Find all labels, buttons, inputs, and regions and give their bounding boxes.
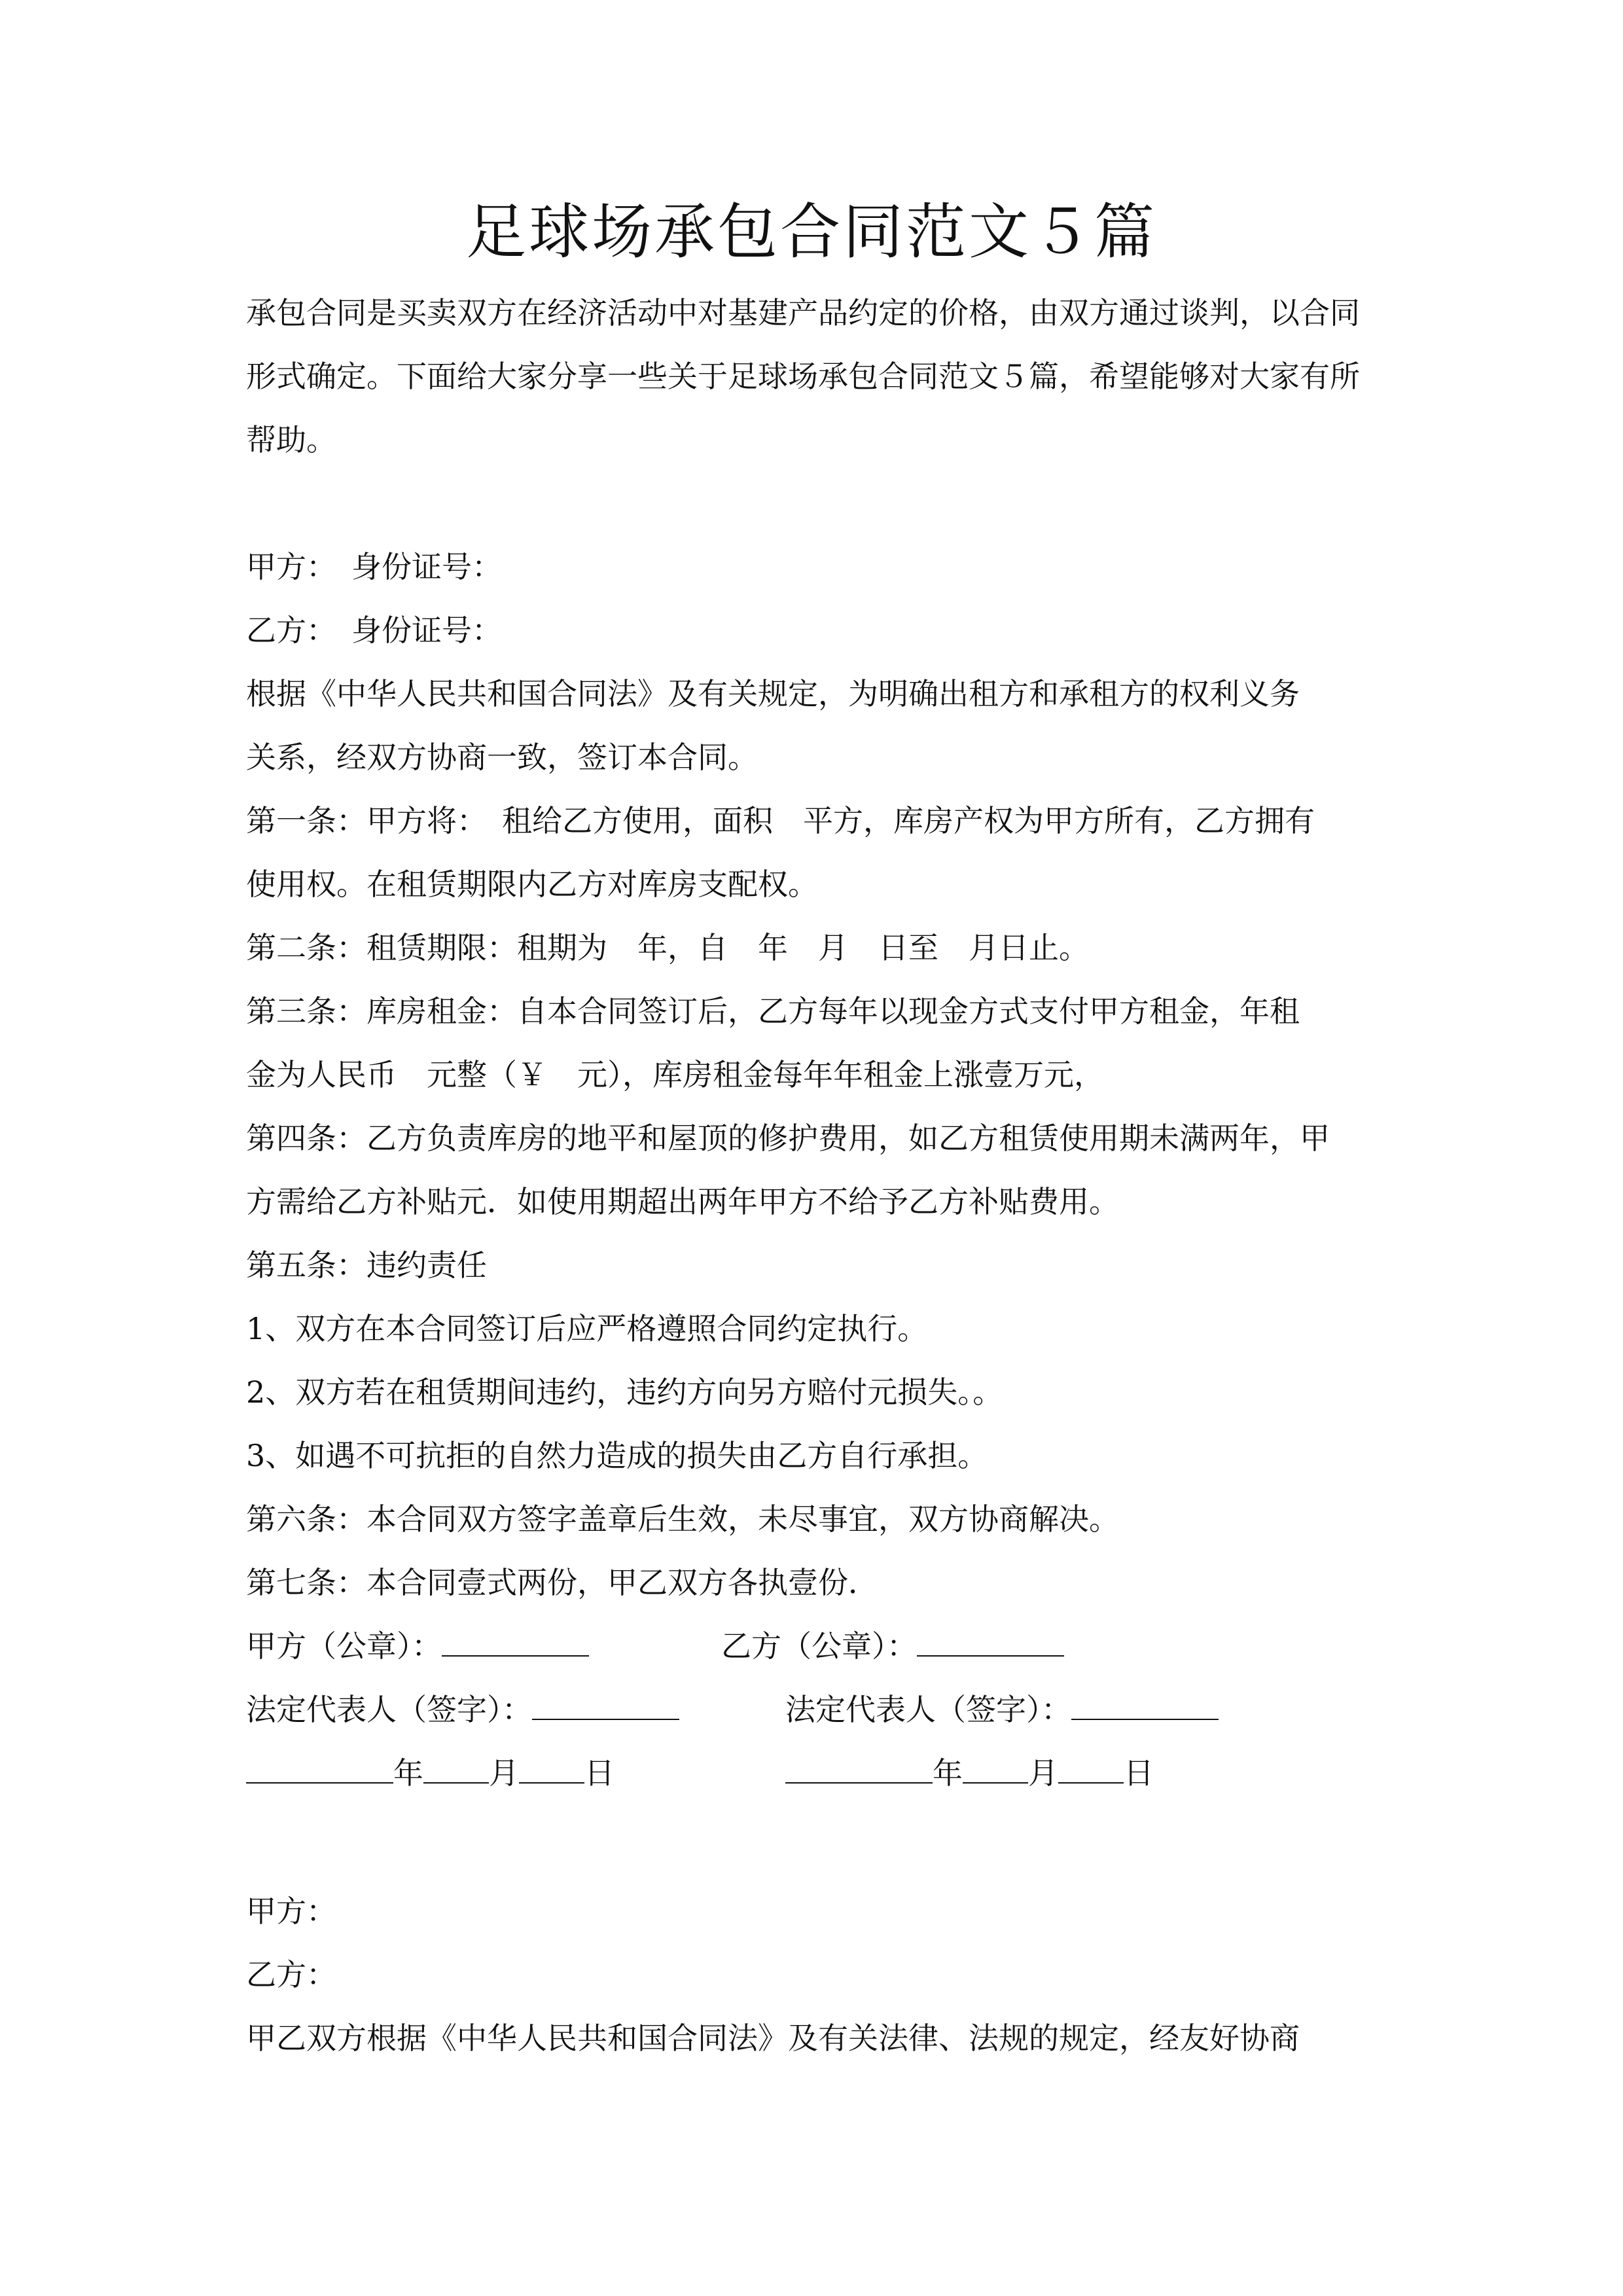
date-year-label: 年 xyxy=(393,1755,423,1791)
party-b-rep xyxy=(785,1678,1219,1742)
party-b-seal xyxy=(721,1615,1064,1678)
article-3-line-1: 第三条：库房租金：自本合同签订后，乙方每年以现金方式支付甲方租金，年租 xyxy=(246,994,1300,1029)
article-4-line-2: 方需给乙方补贴元．如使用期超出两年甲方不给予乙方补贴费用。 xyxy=(246,1184,1119,1219)
article-5-item-3: 3、如遇不可抗拒的自然力造成的损失由乙方自行承担。 xyxy=(246,1438,988,1473)
date-year-label: 年 xyxy=(933,1755,963,1791)
section2-party-a: 甲方： xyxy=(246,1893,336,1929)
party-a-date xyxy=(246,1742,615,1805)
date-day-label: 日 xyxy=(584,1755,615,1791)
article-5-item-1: 1、双方在本合同签订后应严格遵照合同约定执行。 xyxy=(246,1311,928,1346)
party-a-rep xyxy=(246,1678,679,1742)
article-1-line-1: 第一条：甲方将： 租给乙方使用，面积 平方，库房产权为甲方所有，乙方拥有 xyxy=(246,803,1315,838)
party-a-seal-blank xyxy=(442,1629,589,1657)
article-7-line: 第七条：本合同壹式两份，甲乙双方各执壹份． xyxy=(246,1565,878,1600)
date-day-blank xyxy=(1058,1756,1124,1784)
intro-paragraph: 承包合同是买卖双方在经济活动中对基建产品约定的价格，由双方通过谈判，以合同形式确定。下面给大家分享一些关于足球场承包合同范文５篇，希望能够对大家有所帮助。 xyxy=(246,295,1360,457)
party-b-seal-blank xyxy=(917,1629,1064,1657)
party-b-seal-label: 乙方（公章）： xyxy=(721,1628,917,1664)
article-2-line: 第二条：租赁期限：租期为 年，自 年 月 日至 月日止。 xyxy=(246,930,1089,965)
party-b-line: 乙方： 身份证号： xyxy=(246,613,502,648)
party-b-date xyxy=(785,1742,1154,1805)
date-year-blank xyxy=(246,1756,393,1784)
basis-line-2: 关系，经双方协商一致，签订本合同。 xyxy=(246,740,758,775)
date-month-label: 月 xyxy=(489,1755,519,1791)
article-3-line-2: 金为人民币 元整（￥ 元），库房租金每年年租金上涨壹万元， xyxy=(246,1057,1104,1092)
date-month-blank xyxy=(423,1756,489,1784)
date-day-label: 日 xyxy=(1124,1755,1154,1791)
party-a-seal xyxy=(246,1615,589,1678)
article-5-heading: 第五条：违约责任 xyxy=(246,1247,487,1283)
date-day-blank xyxy=(519,1756,584,1784)
party-b-rep-label: 法定代表人（签字）： xyxy=(785,1692,1071,1727)
party-a-seal-label: 甲方（公章）： xyxy=(246,1628,442,1664)
party-b-rep-blank xyxy=(1071,1693,1219,1720)
article-5-item-2: 2、双方若在租赁期间违约，违约方向另方赔付元损失。。 xyxy=(246,1374,1003,1410)
date-year-blank xyxy=(785,1756,933,1784)
basis-line-1: 根据《中华人民共和国合同法》及有关规定，为明确出租方和承租方的权利义务 xyxy=(246,676,1300,711)
section2-party-b: 乙方： xyxy=(246,1957,336,1992)
party-a-line: 甲方： 身份证号： xyxy=(246,549,502,584)
section2-basis: 甲乙双方根据《中华人民共和国合同法》及有关法律、法规的规定，经友好协商 xyxy=(246,2020,1300,2056)
date-month-label: 月 xyxy=(1028,1755,1058,1791)
article-4-line-1: 第四条：乙方负责库房的地平和屋顶的修护费用，如乙方租赁使用期未满两年，甲 xyxy=(246,1121,1330,1156)
article-6-line: 第六条：本合同双方签字盖章后生效，未尽事宜，双方协商解决。 xyxy=(246,1501,1119,1537)
article-1-line-2: 使用权。在租赁期限内乙方对库房支配权。 xyxy=(246,867,818,902)
date-month-blank xyxy=(963,1756,1028,1784)
party-a-rep-label: 法定代表人（签字）： xyxy=(246,1692,532,1727)
party-a-rep-blank xyxy=(532,1693,679,1720)
document-title: 足球场承包合同范文５篇 xyxy=(465,197,1157,267)
